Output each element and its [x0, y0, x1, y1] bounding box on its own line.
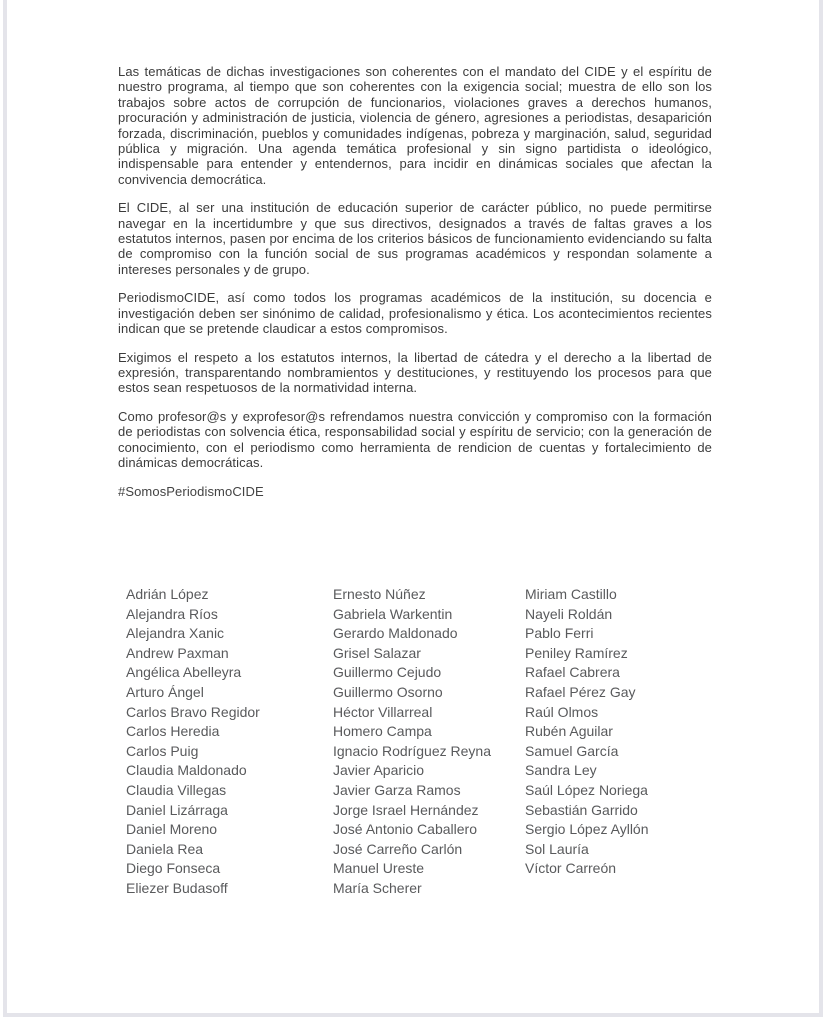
signatory-name: Peniley Ramírez [525, 644, 628, 661]
signatory-name: Héctor Villarreal [333, 703, 433, 720]
signatory-name: Daniel Lizárraga [126, 801, 228, 818]
signatory-name: José Antonio Caballero [333, 821, 477, 838]
signatory-name: Daniela Rea [126, 840, 204, 857]
signatory-name: Daniel Moreno [126, 821, 218, 838]
signatory-name: Diego Fonseca [126, 860, 221, 877]
statement-paragraph-3: PeriodismoCIDE, así como todos los programas académicos de la institución, su docencia e investigación deben ser sinónimo de calidad, profesionalismo y ética. Los acontecimientos recientes indican que se pretende claudicar a estos compromisos. [118, 290, 712, 337]
signatory-name: Adrián López [126, 586, 209, 602]
signatory-name: Homero Campa [333, 723, 432, 740]
signatory-name: Rubén Aguilar [525, 723, 613, 740]
signatory-name: Sandra Ley [525, 762, 597, 779]
page-edge-bottom [3, 1013, 823, 1017]
statement-paragraph-4: Exigimos el respeto a los estatutos internos, la libertad de cátedra y el derecho a la libertad de expresión, transparentando nombramientos y destituciones, y restituyendo los procesos para que estos sean respetuosos de la normatividad interna. [118, 349, 712, 396]
signatory-name: Alejandra Ríos [126, 605, 218, 622]
signatory-name: Raúl Olmos [525, 703, 599, 720]
signatory-name: Rafael Cabrera [525, 664, 620, 681]
signatory-name: Carlos Bravo Regidor [126, 703, 260, 720]
statement-body [118, 64, 712, 513]
signatory-name: Sol Lauría [525, 840, 589, 857]
statement-paragraph-5: Como profesor@s y exprofesor@s refrendamos nuestra convicción y compromiso con la formación de periodistas con solvencia ética, responsabilidad social y espíritu de servicio; con la generación de conocimiento, con el periodismo como herramienta de rendicion de cuentas y fortalecimiento de dinámicas democráticas. [118, 408, 712, 470]
signatory-name: Carlos Heredia [126, 723, 220, 740]
signatory-name: Ignacio Rodríguez Reyna [333, 742, 491, 759]
signatories-list [126, 585, 715, 899]
signatories-column-1 [126, 585, 333, 899]
signatory-name: Miriam Castillo [525, 586, 617, 602]
signatory-name: Pablo Ferri [525, 625, 594, 642]
signatory-name: Guillermo Osorno [333, 683, 443, 700]
signatory-name: Alejandra Xanic [126, 625, 225, 642]
page-edge-left [3, 0, 7, 1014]
signatory-name: Ernesto Núñez [333, 586, 426, 602]
signatory-name: María Scherer [333, 879, 422, 896]
signatory-name: Javier Aparicio [333, 762, 425, 779]
statement-paragraph-1: Las temáticas de dichas investigaciones son coherentes con el mandato del CIDE y el espíritu de nuestro programa, al tiempo que son coherentes con la exigencia social; muestra de ello son los trabajos sobre actos de corrupción de funcionarios, violaciones graves a derechos humanos, procuración y administración de justicia, violencia de género, agresiones a periodistas, desaparición forzada, discriminación, pueblos y comunidades indígenas, pobreza y marginación, salud, seguridad pública y migración. Una agenda temática profesional y sin signo partidista o ideológico, indispensable para entender y entendernos, para incidir en dinámicas sociales que afectan la convivencia democrática. [118, 64, 712, 187]
signatory-name: Saúl López Noriega [525, 781, 648, 798]
hashtag-text: #SomosPeriodismoCIDE [118, 484, 264, 500]
signatory-name: Claudia Villegas [126, 781, 227, 798]
signatory-name: Sebastián Garrido [525, 801, 638, 818]
signatory-name: Samuel García [525, 742, 619, 759]
signatories-column-3 [525, 585, 715, 879]
statement-paragraph-2: El CIDE, al ser una institución de educación superior de carácter público, no puede permitirse navegar en la incertidumbre y que sus directivos, designados a través de faltas graves a los estatutos internos, pasen por encima de los criterios básicos de funcionamiento evidenciando su falta de compromiso con la función social de sus programas académicos y respondan solamente a intereses personales y de grupo. [118, 200, 712, 277]
signatory-name: Andrew Paxman [126, 644, 229, 661]
signatory-name: Carlos Puig [126, 742, 199, 759]
signatory-name: Manuel Ureste [333, 860, 425, 877]
signatories-column-2 [333, 585, 525, 899]
signatory-name: Angélica Abelleyra [126, 664, 242, 681]
signatory-name: Guillermo Cejudo [333, 664, 442, 681]
page-edge-right [819, 0, 823, 1014]
signatory-name: Rafael Pérez Gay [525, 683, 636, 700]
signatory-name: José Carreño Carlón [333, 840, 463, 857]
signatory-name: Javier Garza Ramos [333, 781, 461, 798]
signatory-name: Claudia Maldonado [126, 762, 247, 779]
signatory-name: Arturo Ángel [126, 683, 204, 700]
signatory-name: Nayeli Roldán [525, 605, 613, 622]
signatory-name: Gabriela Warkentin [333, 605, 453, 622]
signatory-name: Sergio López Ayllón [525, 821, 649, 838]
signatory-name: Víctor Carreón [525, 860, 617, 877]
signatory-name: Grisel Salazar [333, 644, 421, 661]
signatory-name: Eliezer Budasoff [126, 879, 228, 896]
signatory-name: Jorge Israel Hernández [333, 801, 479, 818]
signatory-name: Gerardo Maldonado [333, 625, 458, 642]
